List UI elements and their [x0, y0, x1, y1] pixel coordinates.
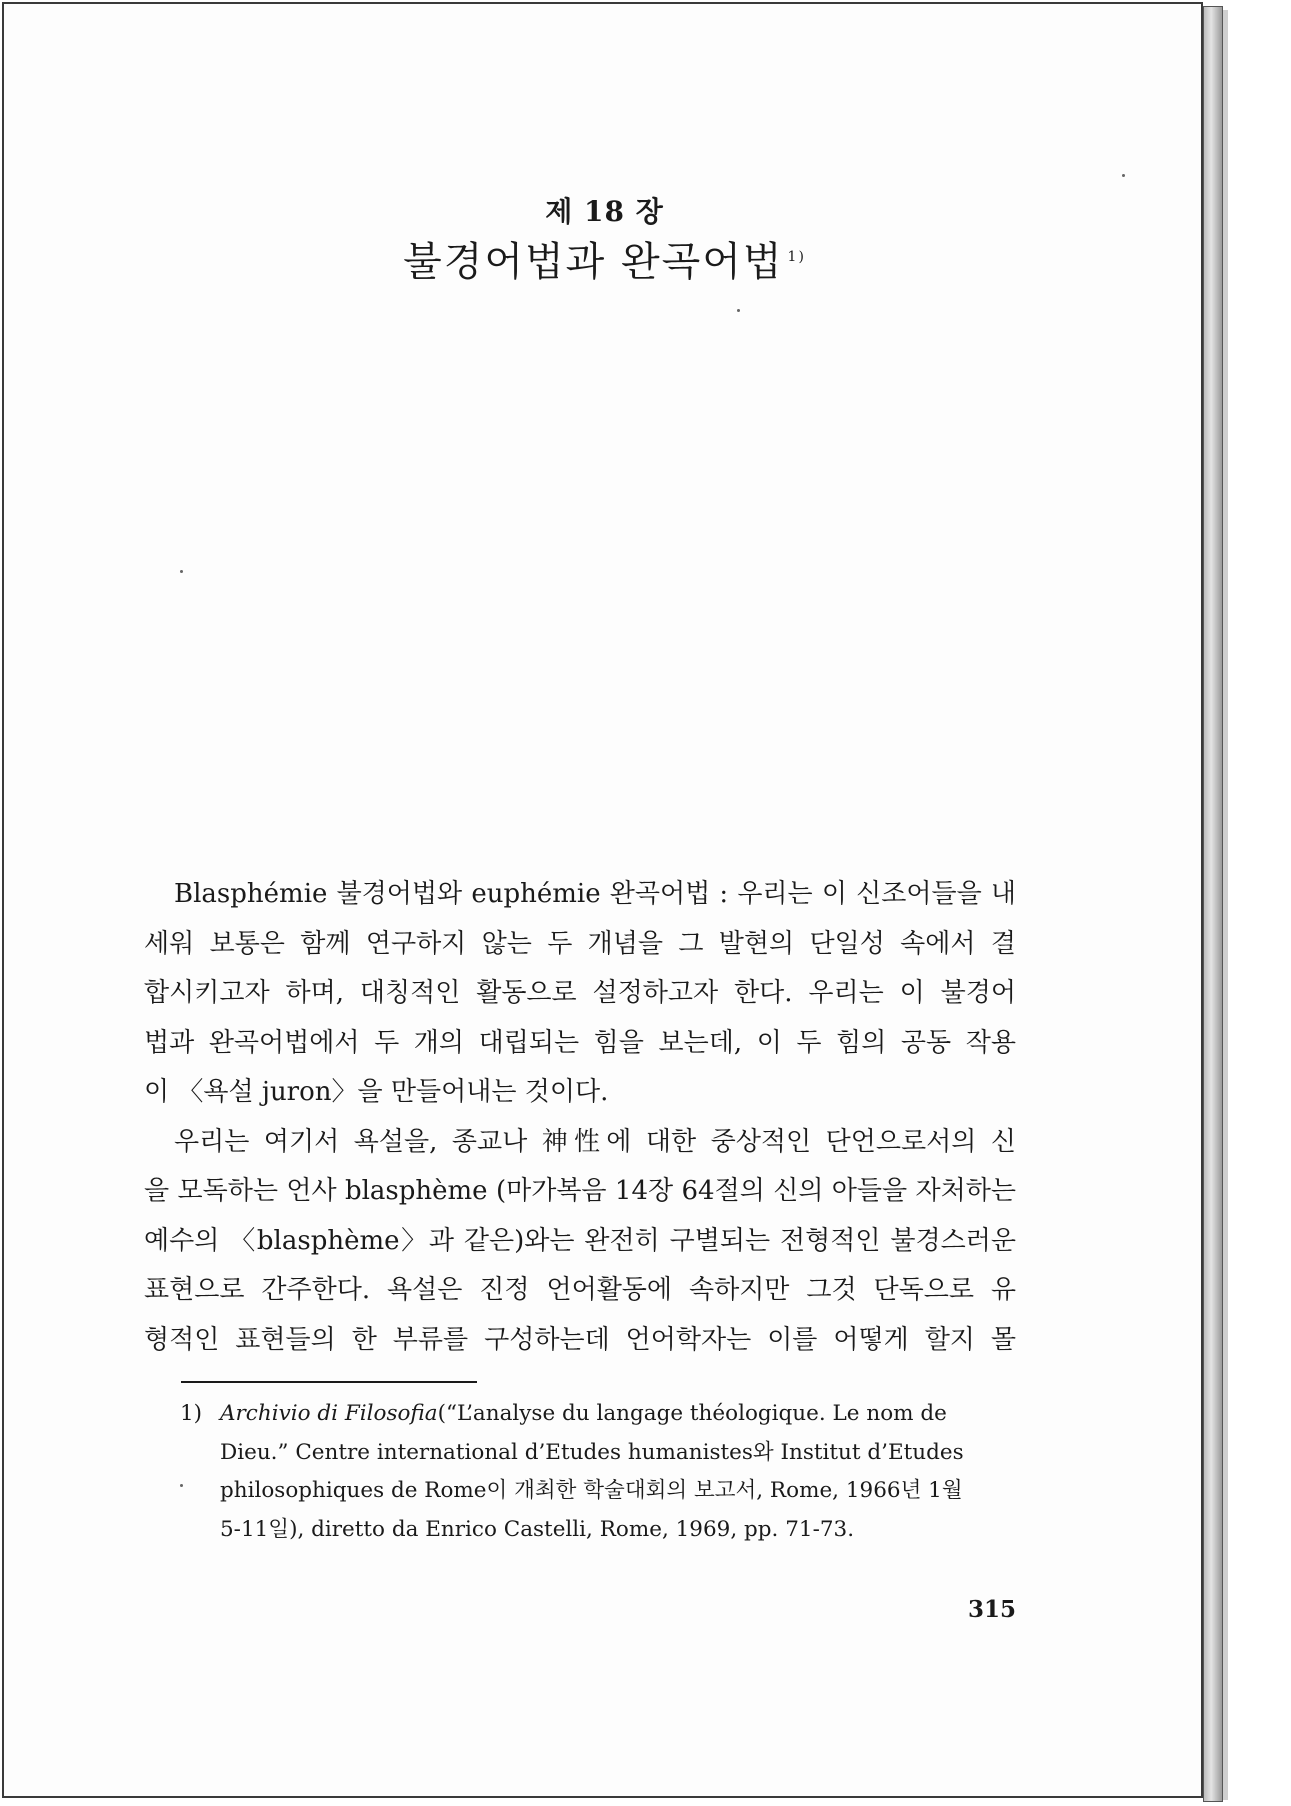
text-line: 을 모독하는 언사 blasphème (마가복음 14장 64절의 신의 아들을 자처하는: [144, 1176, 1016, 1206]
footnote-line: Dieu.” Centre international d’Etudes humanistes와 Institut d’Etudes: [220, 1439, 964, 1465]
text-line: 이 〈욕설 juron〉을 만들어내는 것이다.: [144, 1077, 609, 1107]
chapter-title-footnote-marker[interactable]: 1): [787, 248, 806, 265]
book-page: [2, 2, 1203, 1798]
text-line: 세워 보통은 함께 연구하지 않는 두 개념을 그 발현의 단일성 속에서 결: [144, 928, 1016, 959]
text-line: Blasphémie 불경어법와 euphémie 완곡어법 : 우리는 이 신조어들을 내: [174, 879, 1016, 909]
footnote: [180, 1395, 1016, 1549]
chapter-title: [4, 230, 1205, 287]
chapter-number: 제 18 장: [545, 195, 664, 228]
text-line: 형적인 표현들의 한 부류를 구성하는데 언어학자는 이를 어떻게 할지 몰: [144, 1324, 1016, 1355]
footnote-line: philosophiques de Rome이 개최한 학술대회의 보고서, Rome, 1966년 1월: [220, 1478, 963, 1503]
footnote-line: 5-11일), diretto da Enrico Castelli, Rome, 1969, pp. 71-73.: [220, 1516, 855, 1542]
text-line: 합시키고자 하며, 대칭적인 활동으로 설정하고자 한다. 우리는 이 불경어: [144, 978, 1016, 1008]
text-line: 우리는 여기서 욕설을, 종교나 神性에 대한 중상적인 단언으로서의 신: [174, 1126, 1016, 1157]
paper-speck: [180, 570, 183, 573]
chapter-title-text: 불경어법과 완곡어법: [403, 239, 784, 285]
paragraph-2: [144, 1118, 1016, 1366]
footnote-divider: [181, 1381, 477, 1383]
text-line: 표현으로 간주한다. 욕설은 진정 언어활동에 속하지만 그것 단독으로 유: [144, 1275, 1016, 1305]
paper-speck: [1122, 174, 1125, 177]
text-line: 예수의 〈blasphème〉과 같은)와는 완전히 구별되는 전형적인 불경스러운: [144, 1225, 1016, 1256]
footnote-marker: 1): [180, 1401, 203, 1426]
paragraph-1: [144, 870, 1016, 1118]
paper-speck: [180, 1484, 183, 1487]
body-text: [144, 870, 1016, 1365]
page-edge: [1203, 6, 1223, 1802]
footnote-italic-title: Archivio di Filosofia: [220, 1401, 438, 1426]
paper-speck: [737, 309, 740, 312]
page-number: 315: [967, 1596, 1016, 1623]
footnote-text: (“L’analyse du langage théologique. Le nom de: [437, 1401, 947, 1426]
footnote-line: [180, 1395, 1016, 1434]
text-line: 법과 완곡어법에서 두 개의 대립되는 힘을 보는데, 이 두 힘의 공동 작용: [144, 1027, 1016, 1058]
